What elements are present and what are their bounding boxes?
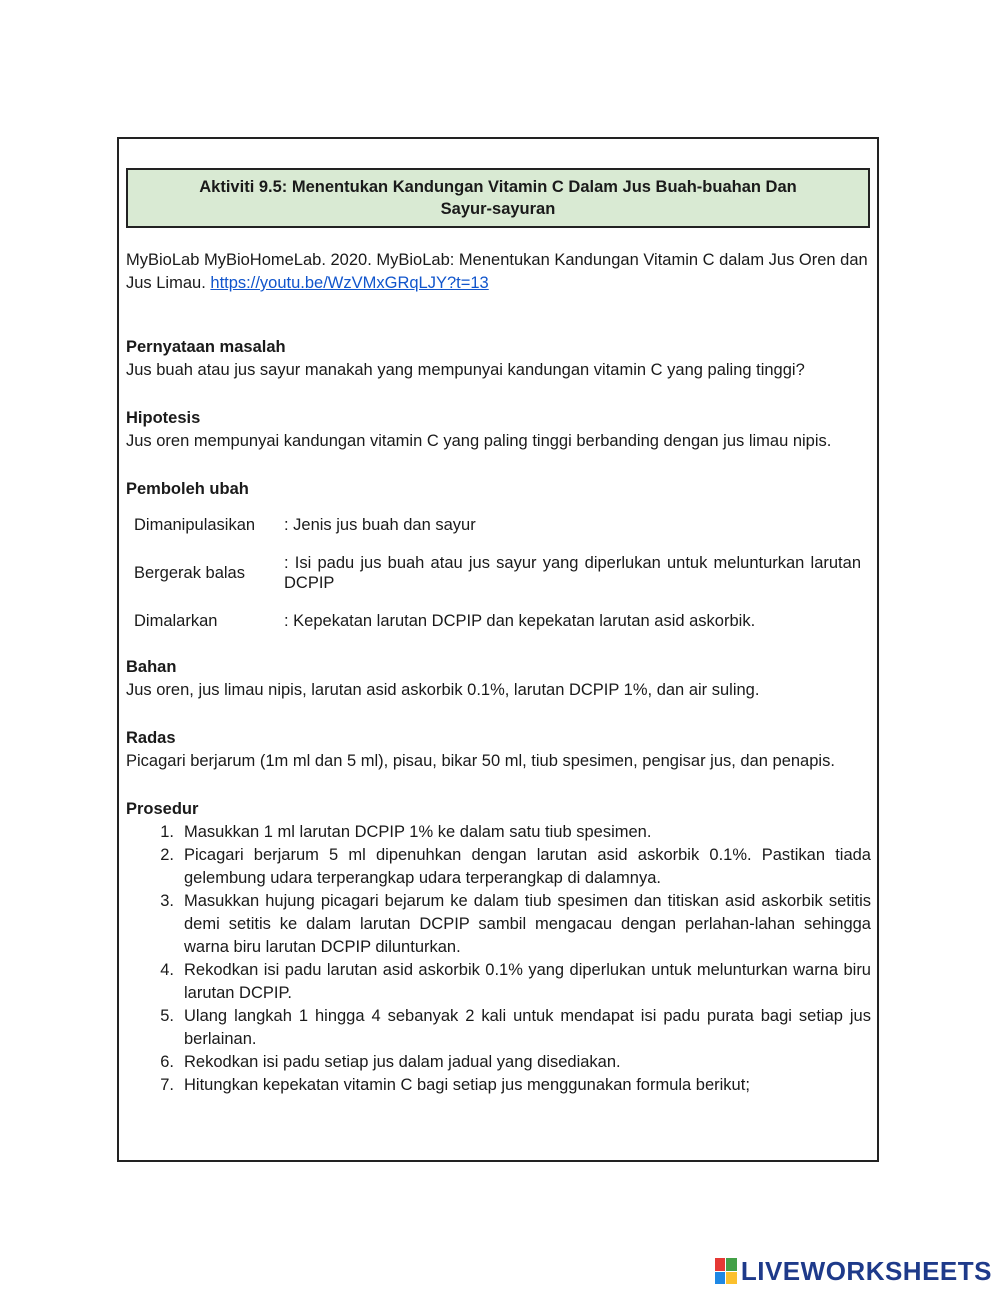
hypothesis-text: Jus oren mempunyai kandungan vitamin C yang paling tinggi berbanding dengan jus limau nipis. <box>126 432 832 450</box>
brand-name: LIVEWORKSHEETS <box>740 1255 992 1286</box>
variable-value: : Kepekatan larutan DCPIP dan kepekatan larutan asid askorbik. <box>284 612 756 630</box>
activity-title-box <box>126 168 870 228</box>
step-number: 1. <box>160 823 174 841</box>
reference-link[interactable]: https://youtu.be/WzVMxGRqLJY?t=13 <box>210 274 489 292</box>
variables-heading: Pemboleh ubah <box>126 480 249 498</box>
procedure-heading: Prosedur <box>126 800 199 818</box>
step-number: 6. <box>160 1053 174 1071</box>
step-text: Rekodkan isi padu larutan asid askorbik 0.1% yang diperlukan untuk melunturkan warna biru larutan DCPIP. <box>184 961 871 1002</box>
materials-heading: Bahan <box>126 658 177 676</box>
apparatus-heading: Radas <box>126 729 176 747</box>
procedure-step <box>126 844 871 890</box>
variable-row <box>126 606 871 636</box>
step-text: Masukkan 1 ml larutan DCPIP 1% ke dalam satu tiub spesimen. <box>184 823 652 841</box>
variable-label: Dimalarkan <box>134 612 218 630</box>
procedure-step <box>126 1051 871 1074</box>
variables-table <box>126 510 871 636</box>
reference-text: MyBioLab MyBioHomeLab. 2020. MyBioLab: Menentukan Kandungan Vitamin C dalam Jus Oren dan Jus Limau. <box>126 251 868 292</box>
procedure-step <box>126 1005 871 1051</box>
apparatus-text: Picagari berjarum (1m ml dan 5 ml), pisau, bikar 50 ml, tiub spesimen, pengisar jus, dan penapis. <box>126 752 835 770</box>
activity-title-line2: Sayur-sayuran <box>440 200 556 218</box>
problem-heading: Pernyataan masalah <box>126 338 286 356</box>
step-number: 3. <box>160 892 174 910</box>
step-text: Picagari berjarum 5 ml dipenuhkan dengan larutan asid askorbik 0.1%. Pastikan tiada gelembung udara terperangkap udara terperangkap di dalamnya. <box>184 846 871 887</box>
procedure-step <box>126 890 871 959</box>
step-number: 7. <box>160 1076 174 1094</box>
logo-square <box>715 1272 726 1285</box>
worksheet-content <box>126 249 871 1097</box>
hypothesis-heading: Hipotesis <box>126 409 201 427</box>
problem-text: Jus buah atau jus sayur manakah yang mempunyai kandungan vitamin C yang paling tinggi? <box>126 361 805 379</box>
step-number: 2. <box>160 846 174 864</box>
procedure-list <box>126 821 871 1097</box>
logo-square <box>726 1272 737 1285</box>
logo-square <box>715 1258 726 1271</box>
variable-label: Bergerak balas <box>134 564 245 582</box>
variable-row <box>126 540 871 606</box>
step-number: 4. <box>160 961 174 979</box>
procedure-step <box>126 1074 871 1097</box>
logo-square <box>726 1258 737 1271</box>
procedure-step <box>126 959 871 1005</box>
step-text: Rekodkan isi padu setiap jus dalam jadual yang disediakan. <box>184 1053 621 1071</box>
liveworksheets-logo-icon <box>715 1258 737 1284</box>
variable-value: : Jenis jus buah dan sayur <box>284 516 476 534</box>
step-text: Hitungkan kepekatan vitamin C bagi setiap jus menggunakan formula berikut; <box>184 1076 750 1094</box>
materials-text: Jus oren, jus limau nipis, larutan asid askorbik 0.1%, larutan DCPIP 1%, dan air suling. <box>126 681 760 699</box>
activity-title-line1: Aktiviti 9.5: Menentukan Kandungan Vitamin C Dalam Jus Buah-buahan Dan <box>199 178 797 196</box>
reference <box>126 249 871 295</box>
variable-row <box>126 510 871 540</box>
step-text: Masukkan hujung picagari bejarum ke dalam tiub spesimen dan titiskan asid askorbik setitis demi setitis ke dalam larutan DCPIP sambil mengacau dengan perlahan-lahan sehingga warna biru larutan DCPIP dilunturkan. <box>184 892 871 956</box>
variable-value: : Isi padu jus buah atau jus sayur yang diperlukan untuk melunturkan larutan DCPIP <box>284 554 861 592</box>
variable-label: Dimanipulasikan <box>134 516 256 534</box>
procedure-step <box>126 821 871 844</box>
step-text: Ulang langkah 1 hingga 4 sebanyak 2 kali untuk mendapat isi padu purata bagi setiap jus berlainan. <box>184 1007 871 1048</box>
step-number: 5. <box>160 1007 174 1025</box>
liveworksheets-brand <box>715 1254 992 1288</box>
